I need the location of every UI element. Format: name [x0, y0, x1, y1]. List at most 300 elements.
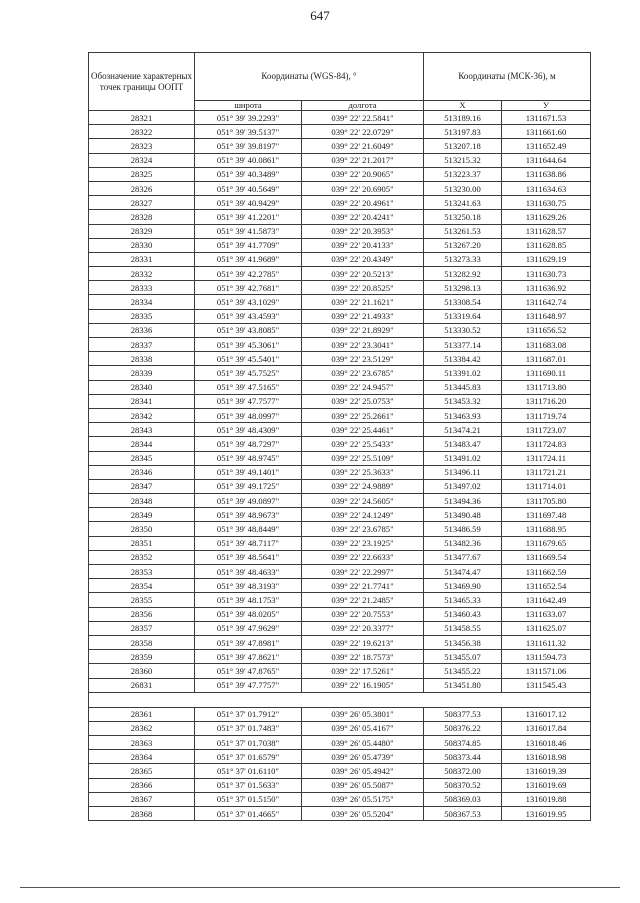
cell-y: 1311648.97	[502, 309, 591, 323]
cell-x: 513308.54	[424, 295, 502, 309]
table-row	[89, 650, 591, 664]
cell-latitude: 051° 39' 47.8765"	[195, 664, 302, 678]
cell-y: 1316018.98	[502, 750, 591, 764]
cell-latitude: 051° 39' 47.9629"	[195, 621, 302, 635]
cell-x: 513250.18	[424, 210, 502, 224]
cell-x: 513474.47	[424, 565, 502, 579]
cell-x: 513494.36	[424, 494, 502, 508]
cell-x: 513491.02	[424, 451, 502, 465]
cell-latitude: 051° 39' 48.9673"	[195, 508, 302, 522]
cell-point-id: 28340	[89, 380, 195, 394]
cell-x: 513189.16	[424, 111, 502, 125]
cell-x: 508370.52	[424, 778, 502, 792]
cell-latitude: 051° 39' 39.2293"	[195, 111, 302, 125]
cell-longitude: 039° 22' 21.8929"	[302, 323, 424, 337]
cell-y: 1311724.83	[502, 437, 591, 451]
cell-point-id: 28368	[89, 807, 195, 821]
cell-x: 508374.85	[424, 736, 502, 750]
cell-x: 513273.33	[424, 252, 502, 266]
cell-latitude: 051° 39' 47.8981"	[195, 635, 302, 649]
cell-latitude: 051° 39' 48.0205"	[195, 607, 302, 621]
header-coords-msk: Координаты (МСК-36), м	[424, 53, 591, 101]
cell-point-id: 28341	[89, 394, 195, 408]
cell-x: 513298.13	[424, 281, 502, 295]
table-row	[89, 479, 591, 493]
cell-y: 1316017.12	[502, 707, 591, 721]
table-row	[89, 295, 591, 309]
table-row	[89, 252, 591, 266]
cell-point-id: 28322	[89, 125, 195, 139]
table-row	[89, 621, 591, 635]
cell-latitude: 051° 39' 45.7525"	[195, 366, 302, 380]
table-row	[89, 139, 591, 153]
cell-point-id: 28339	[89, 366, 195, 380]
cell-x: 508367.53	[424, 807, 502, 821]
cell-longitude: 039° 26' 05.4942"	[302, 764, 424, 778]
cell-point-id: 28324	[89, 153, 195, 167]
cell-longitude: 039° 22' 25.5109"	[302, 451, 424, 465]
cell-longitude: 039° 22' 16.1905"	[302, 678, 424, 692]
table-row	[89, 792, 591, 806]
page-number: 647	[310, 8, 330, 23]
cell-latitude: 051° 39' 47.5165"	[195, 380, 302, 394]
cell-y: 1316019.39	[502, 764, 591, 778]
cell-longitude: 039° 22' 25.3633"	[302, 465, 424, 479]
table-row	[89, 536, 591, 550]
cell-latitude: 051° 39' 40.9429"	[195, 196, 302, 210]
cell-x: 513458.55	[424, 621, 502, 635]
cell-y: 1311724.11	[502, 451, 591, 465]
cell-y: 1311644.64	[502, 153, 591, 167]
cell-latitude: 051° 39' 47.7577"	[195, 394, 302, 408]
table-row	[89, 352, 591, 366]
cell-longitude: 039° 22' 23.6785"	[302, 522, 424, 536]
cell-point-id: 28346	[89, 465, 195, 479]
cell-longitude: 039° 22' 21.2017"	[302, 153, 424, 167]
cell-latitude: 051° 39' 47.7757"	[195, 678, 302, 692]
cell-point-id: 28361	[89, 707, 195, 721]
cell-longitude: 039° 22' 22.5841"	[302, 111, 424, 125]
cell-latitude: 051° 39' 48.1753"	[195, 593, 302, 607]
cell-y: 1311642.74	[502, 295, 591, 309]
cell-longitude: 039° 22' 18.7573"	[302, 650, 424, 664]
cell-x: 508369.03	[424, 792, 502, 806]
cell-longitude: 039° 22' 20.7553"	[302, 607, 424, 621]
cell-x: 513455.22	[424, 664, 502, 678]
cell-y: 1316017.84	[502, 721, 591, 735]
cell-point-id: 28328	[89, 210, 195, 224]
cell-x: 513241.63	[424, 196, 502, 210]
table-row	[89, 494, 591, 508]
cell-point-id: 28331	[89, 252, 195, 266]
cell-longitude: 039° 22' 21.1621"	[302, 295, 424, 309]
cell-x: 513463.93	[424, 408, 502, 422]
header-x: X	[424, 101, 502, 111]
cell-y: 1311690.11	[502, 366, 591, 380]
table-row	[89, 153, 591, 167]
cell-x: 513465.33	[424, 593, 502, 607]
cell-point-id: 28342	[89, 408, 195, 422]
table-row	[89, 196, 591, 210]
cell-point-id: 28353	[89, 565, 195, 579]
table-row	[89, 465, 591, 479]
cell-y: 1311629.19	[502, 252, 591, 266]
table-row	[89, 565, 591, 579]
table-row	[89, 635, 591, 649]
table-row	[89, 437, 591, 451]
cell-point-id: 28354	[89, 579, 195, 593]
cell-longitude: 039° 22' 24.9457"	[302, 380, 424, 394]
cell-x: 513330.52	[424, 323, 502, 337]
cell-point-id: 28325	[89, 167, 195, 181]
cell-y: 1311630.75	[502, 196, 591, 210]
cell-point-id: 28330	[89, 238, 195, 252]
cell-point-id: 28343	[89, 423, 195, 437]
table-row	[89, 451, 591, 465]
cell-latitude: 051° 39' 48.4309"	[195, 423, 302, 437]
table-row	[89, 593, 591, 607]
cell-longitude: 039° 26' 05.5175"	[302, 792, 424, 806]
table-row	[89, 707, 591, 721]
cell-latitude: 051° 39' 41.5873"	[195, 224, 302, 238]
cell-longitude: 039° 22' 25.5433"	[302, 437, 424, 451]
cell-latitude: 051° 39' 49.0897"	[195, 494, 302, 508]
table-row	[89, 778, 591, 792]
table-row	[89, 394, 591, 408]
cell-point-id: 28351	[89, 536, 195, 550]
cell-point-id: 28345	[89, 451, 195, 465]
cell-x: 513486.59	[424, 522, 502, 536]
cell-x: 513482.36	[424, 536, 502, 550]
cell-y: 1311679.65	[502, 536, 591, 550]
cell-y: 1311721.21	[502, 465, 591, 479]
cell-y: 1311638.86	[502, 167, 591, 181]
cell-latitude: 051° 37' 01.6110"	[195, 764, 302, 778]
cell-latitude: 051° 39' 48.8449"	[195, 522, 302, 536]
cell-latitude: 051° 37' 01.4665"	[195, 807, 302, 821]
cell-longitude: 039° 22' 24.5605"	[302, 494, 424, 508]
table-row	[89, 181, 591, 195]
cell-point-id: 28362	[89, 721, 195, 735]
cell-longitude: 039° 22' 20.6905"	[302, 181, 424, 195]
cell-longitude: 039° 22' 22.6633"	[302, 550, 424, 564]
cell-point-id: 28338	[89, 352, 195, 366]
cell-latitude: 051° 39' 49.1401"	[195, 465, 302, 479]
cell-point-id: 28350	[89, 522, 195, 536]
table-row	[89, 750, 591, 764]
cell-latitude: 051° 39' 48.4633"	[195, 565, 302, 579]
cell-latitude: 051° 39' 47.8621"	[195, 650, 302, 664]
cell-latitude: 051° 39' 41.9689"	[195, 252, 302, 266]
cell-point-id: 28349	[89, 508, 195, 522]
cell-point-id: 28321	[89, 111, 195, 125]
cell-x: 513215.32	[424, 153, 502, 167]
cell-longitude: 039° 22' 21.2485"	[302, 593, 424, 607]
cell-y: 1311661.60	[502, 125, 591, 139]
cell-x: 513453.32	[424, 394, 502, 408]
cell-latitude: 051° 39' 49.1725"	[195, 479, 302, 493]
cell-x: 513223.37	[424, 167, 502, 181]
table-header-row	[89, 53, 591, 101]
cell-latitude: 051° 37' 01.7483"	[195, 721, 302, 735]
cell-x: 513456.38	[424, 635, 502, 649]
cell-longitude: 039° 22' 20.9065"	[302, 167, 424, 181]
cell-longitude: 039° 26' 05.5087"	[302, 778, 424, 792]
table-row	[89, 210, 591, 224]
cell-y: 1311683.08	[502, 338, 591, 352]
cell-longitude: 039° 22' 17.5261"	[302, 664, 424, 678]
cell-latitude: 051° 39' 41.2201"	[195, 210, 302, 224]
cell-longitude: 039° 22' 22.2997"	[302, 565, 424, 579]
cell-x: 513230.00	[424, 181, 502, 195]
cell-y: 1311662.59	[502, 565, 591, 579]
cell-x: 508377.53	[424, 707, 502, 721]
cell-y: 1311705.80	[502, 494, 591, 508]
cell-point-id: 28335	[89, 309, 195, 323]
cell-longitude: 039° 22' 21.7741"	[302, 579, 424, 593]
cell-latitude: 051° 37' 01.6579"	[195, 750, 302, 764]
cell-y: 1311633.07	[502, 607, 591, 621]
header-coords-wgs: Координаты (WGS-84), °	[195, 53, 424, 101]
cell-latitude: 051° 39' 48.5641"	[195, 550, 302, 564]
cell-point-id: 28337	[89, 338, 195, 352]
cell-point-id: 26831	[89, 678, 195, 692]
cell-x: 513483.47	[424, 437, 502, 451]
table-row	[89, 508, 591, 522]
cell-point-id: 28367	[89, 792, 195, 806]
cell-longitude: 039° 22' 20.4133"	[302, 238, 424, 252]
cell-longitude: 039° 26' 05.4480"	[302, 736, 424, 750]
cell-latitude: 051° 39' 43.1029"	[195, 295, 302, 309]
cell-y: 1311611.32	[502, 635, 591, 649]
cell-x: 508372.00	[424, 764, 502, 778]
cell-longitude: 039° 22' 20.4349"	[302, 252, 424, 266]
cell-point-id: 28363	[89, 736, 195, 750]
cell-y: 1311625.07	[502, 621, 591, 635]
table-row	[89, 664, 591, 678]
cell-point-id: 28327	[89, 196, 195, 210]
table-row	[89, 125, 591, 139]
cell-latitude: 051° 39' 45.5401"	[195, 352, 302, 366]
cell-y: 1311594.73	[502, 650, 591, 664]
cell-longitude: 039° 22' 20.8525"	[302, 281, 424, 295]
cell-y: 1311713.80	[502, 380, 591, 394]
cell-longitude: 039° 22' 25.2661"	[302, 408, 424, 422]
header-point-designation: Обозначение характерных точек границы ООПТ	[89, 53, 195, 111]
cell-latitude: 051° 39' 41.7709"	[195, 238, 302, 252]
cell-x: 513445.83	[424, 380, 502, 394]
cell-x: 508376.22	[424, 721, 502, 735]
cell-point-id: 28326	[89, 181, 195, 195]
table-body-group-2	[89, 707, 591, 821]
cell-y: 1311688.95	[502, 522, 591, 536]
cell-y: 1311628.85	[502, 238, 591, 252]
cell-latitude: 051° 39' 48.9745"	[195, 451, 302, 465]
cell-x: 513267.20	[424, 238, 502, 252]
cell-point-id: 28348	[89, 494, 195, 508]
cell-x: 513261.53	[424, 224, 502, 238]
cell-x: 513469.90	[424, 579, 502, 593]
cell-y: 1311629.26	[502, 210, 591, 224]
cell-y: 1311719.74	[502, 408, 591, 422]
table-gap	[89, 692, 591, 707]
cell-x: 513207.18	[424, 139, 502, 153]
cell-x: 513474.21	[424, 423, 502, 437]
cell-y: 1311714.01	[502, 479, 591, 493]
cell-point-id: 28359	[89, 650, 195, 664]
footer-divider	[20, 887, 620, 888]
cell-y: 1311545.43	[502, 678, 591, 692]
cell-latitude: 051° 39' 45.3061"	[195, 338, 302, 352]
table-row	[89, 408, 591, 422]
cell-longitude: 039° 22' 20.3953"	[302, 224, 424, 238]
cell-longitude: 039° 22' 24.9889"	[302, 479, 424, 493]
table-row	[89, 111, 591, 125]
cell-x: 513490.48	[424, 508, 502, 522]
table-row	[89, 238, 591, 252]
cell-point-id: 28323	[89, 139, 195, 153]
cell-longitude: 039° 22' 25.0753"	[302, 394, 424, 408]
cell-point-id: 28333	[89, 281, 195, 295]
cell-longitude: 039° 22' 24.1249"	[302, 508, 424, 522]
cell-point-id: 28366	[89, 778, 195, 792]
cell-longitude: 039° 22' 22.0729"	[302, 125, 424, 139]
cell-longitude: 039° 22' 20.4961"	[302, 196, 424, 210]
cell-latitude: 051° 39' 39.8197"	[195, 139, 302, 153]
cell-y: 1311671.53	[502, 111, 591, 125]
cell-latitude: 051° 39' 42.7681"	[195, 281, 302, 295]
cell-latitude: 051° 39' 40.5649"	[195, 181, 302, 195]
cell-y: 1311642.49	[502, 593, 591, 607]
cell-point-id: 28344	[89, 437, 195, 451]
cell-longitude: 039° 26' 05.5204"	[302, 807, 424, 821]
cell-point-id: 28334	[89, 295, 195, 309]
cell-latitude: 051° 39' 43.8085"	[195, 323, 302, 337]
cell-point-id: 28332	[89, 267, 195, 281]
header-y: У	[502, 101, 591, 111]
cell-longitude: 039° 26' 05.4739"	[302, 750, 424, 764]
cell-longitude: 039° 22' 23.5129"	[302, 352, 424, 366]
cell-longitude: 039° 22' 23.1925"	[302, 536, 424, 550]
cell-y: 1311723.07	[502, 423, 591, 437]
cell-x: 513197.83	[424, 125, 502, 139]
cell-longitude: 039° 22' 25.4461"	[302, 423, 424, 437]
cell-longitude: 039° 22' 20.3377"	[302, 621, 424, 635]
cell-x: 513496.11	[424, 465, 502, 479]
header-lon: долгота	[302, 101, 424, 111]
cell-longitude: 039° 22' 21.4933"	[302, 309, 424, 323]
table-row	[89, 167, 591, 181]
cell-point-id: 28365	[89, 764, 195, 778]
cell-longitude: 039° 22' 23.6785"	[302, 366, 424, 380]
cell-y: 1311630.73	[502, 267, 591, 281]
header-lat: широта	[195, 101, 302, 111]
cell-point-id: 28329	[89, 224, 195, 238]
gap-cell	[89, 692, 591, 707]
table-row	[89, 550, 591, 564]
cell-point-id: 28360	[89, 664, 195, 678]
cell-y: 1311636.92	[502, 281, 591, 295]
cell-y: 1311652.54	[502, 579, 591, 593]
gap-row	[89, 692, 591, 707]
cell-y: 1316019.88	[502, 792, 591, 806]
cell-point-id: 28364	[89, 750, 195, 764]
cell-point-id: 28358	[89, 635, 195, 649]
cell-point-id: 28336	[89, 323, 195, 337]
cell-x: 513391.02	[424, 366, 502, 380]
cell-latitude: 051° 37' 01.7912"	[195, 707, 302, 721]
cell-latitude: 051° 39' 42.2785"	[195, 267, 302, 281]
cell-latitude: 051° 37' 01.5150"	[195, 792, 302, 806]
table-row	[89, 323, 591, 337]
cell-latitude: 051° 39' 40.0861"	[195, 153, 302, 167]
cell-latitude: 051° 39' 48.3193"	[195, 579, 302, 593]
table-row	[89, 764, 591, 778]
cell-y: 1311656.52	[502, 323, 591, 337]
cell-x: 513497.02	[424, 479, 502, 493]
cell-point-id: 28356	[89, 607, 195, 621]
table-row	[89, 423, 591, 437]
cell-y: 1311571.06	[502, 664, 591, 678]
cell-x: 513319.64	[424, 309, 502, 323]
table-row	[89, 522, 591, 536]
cell-latitude: 051° 39' 48.0997"	[195, 408, 302, 422]
cell-x: 513282.92	[424, 267, 502, 281]
table-row	[89, 309, 591, 323]
cell-latitude: 051° 39' 43.4593"	[195, 309, 302, 323]
cell-point-id: 28357	[89, 621, 195, 635]
cell-y: 1316019.95	[502, 807, 591, 821]
table-row	[89, 338, 591, 352]
table-row	[89, 607, 591, 621]
table-row	[89, 366, 591, 380]
table-row	[89, 281, 591, 295]
cell-longitude: 039° 26' 05.4167"	[302, 721, 424, 735]
cell-latitude: 051° 37' 01.7038"	[195, 736, 302, 750]
cell-x: 513384.42	[424, 352, 502, 366]
table-row	[89, 224, 591, 238]
cell-y: 1311697.48	[502, 508, 591, 522]
cell-x: 513455.07	[424, 650, 502, 664]
cell-longitude: 039° 22' 19.6213"	[302, 635, 424, 649]
cell-longitude: 039° 22' 21.6049"	[302, 139, 424, 153]
cell-y: 1311687.01	[502, 352, 591, 366]
cell-y: 1311652.49	[502, 139, 591, 153]
coordinates-table	[88, 52, 591, 821]
table-row	[89, 736, 591, 750]
cell-y: 1311669.54	[502, 550, 591, 564]
cell-latitude: 051° 39' 40.3489"	[195, 167, 302, 181]
cell-longitude: 039° 22' 23.3041"	[302, 338, 424, 352]
cell-x: 513377.14	[424, 338, 502, 352]
table-row	[89, 579, 591, 593]
cell-y: 1316019.69	[502, 778, 591, 792]
table-row	[89, 807, 591, 821]
table-body-group-1	[89, 111, 591, 693]
cell-y: 1311716.20	[502, 394, 591, 408]
table-row	[89, 678, 591, 692]
cell-latitude: 051° 39' 48.7297"	[195, 437, 302, 451]
cell-latitude: 051° 39' 39.5137"	[195, 125, 302, 139]
cell-point-id: 28355	[89, 593, 195, 607]
table-row	[89, 380, 591, 394]
cell-point-id: 28347	[89, 479, 195, 493]
cell-longitude: 039° 22' 20.4241"	[302, 210, 424, 224]
cell-latitude: 051° 37' 01.5633"	[195, 778, 302, 792]
cell-y: 1311634.63	[502, 181, 591, 195]
table-row	[89, 267, 591, 281]
cell-point-id: 28352	[89, 550, 195, 564]
